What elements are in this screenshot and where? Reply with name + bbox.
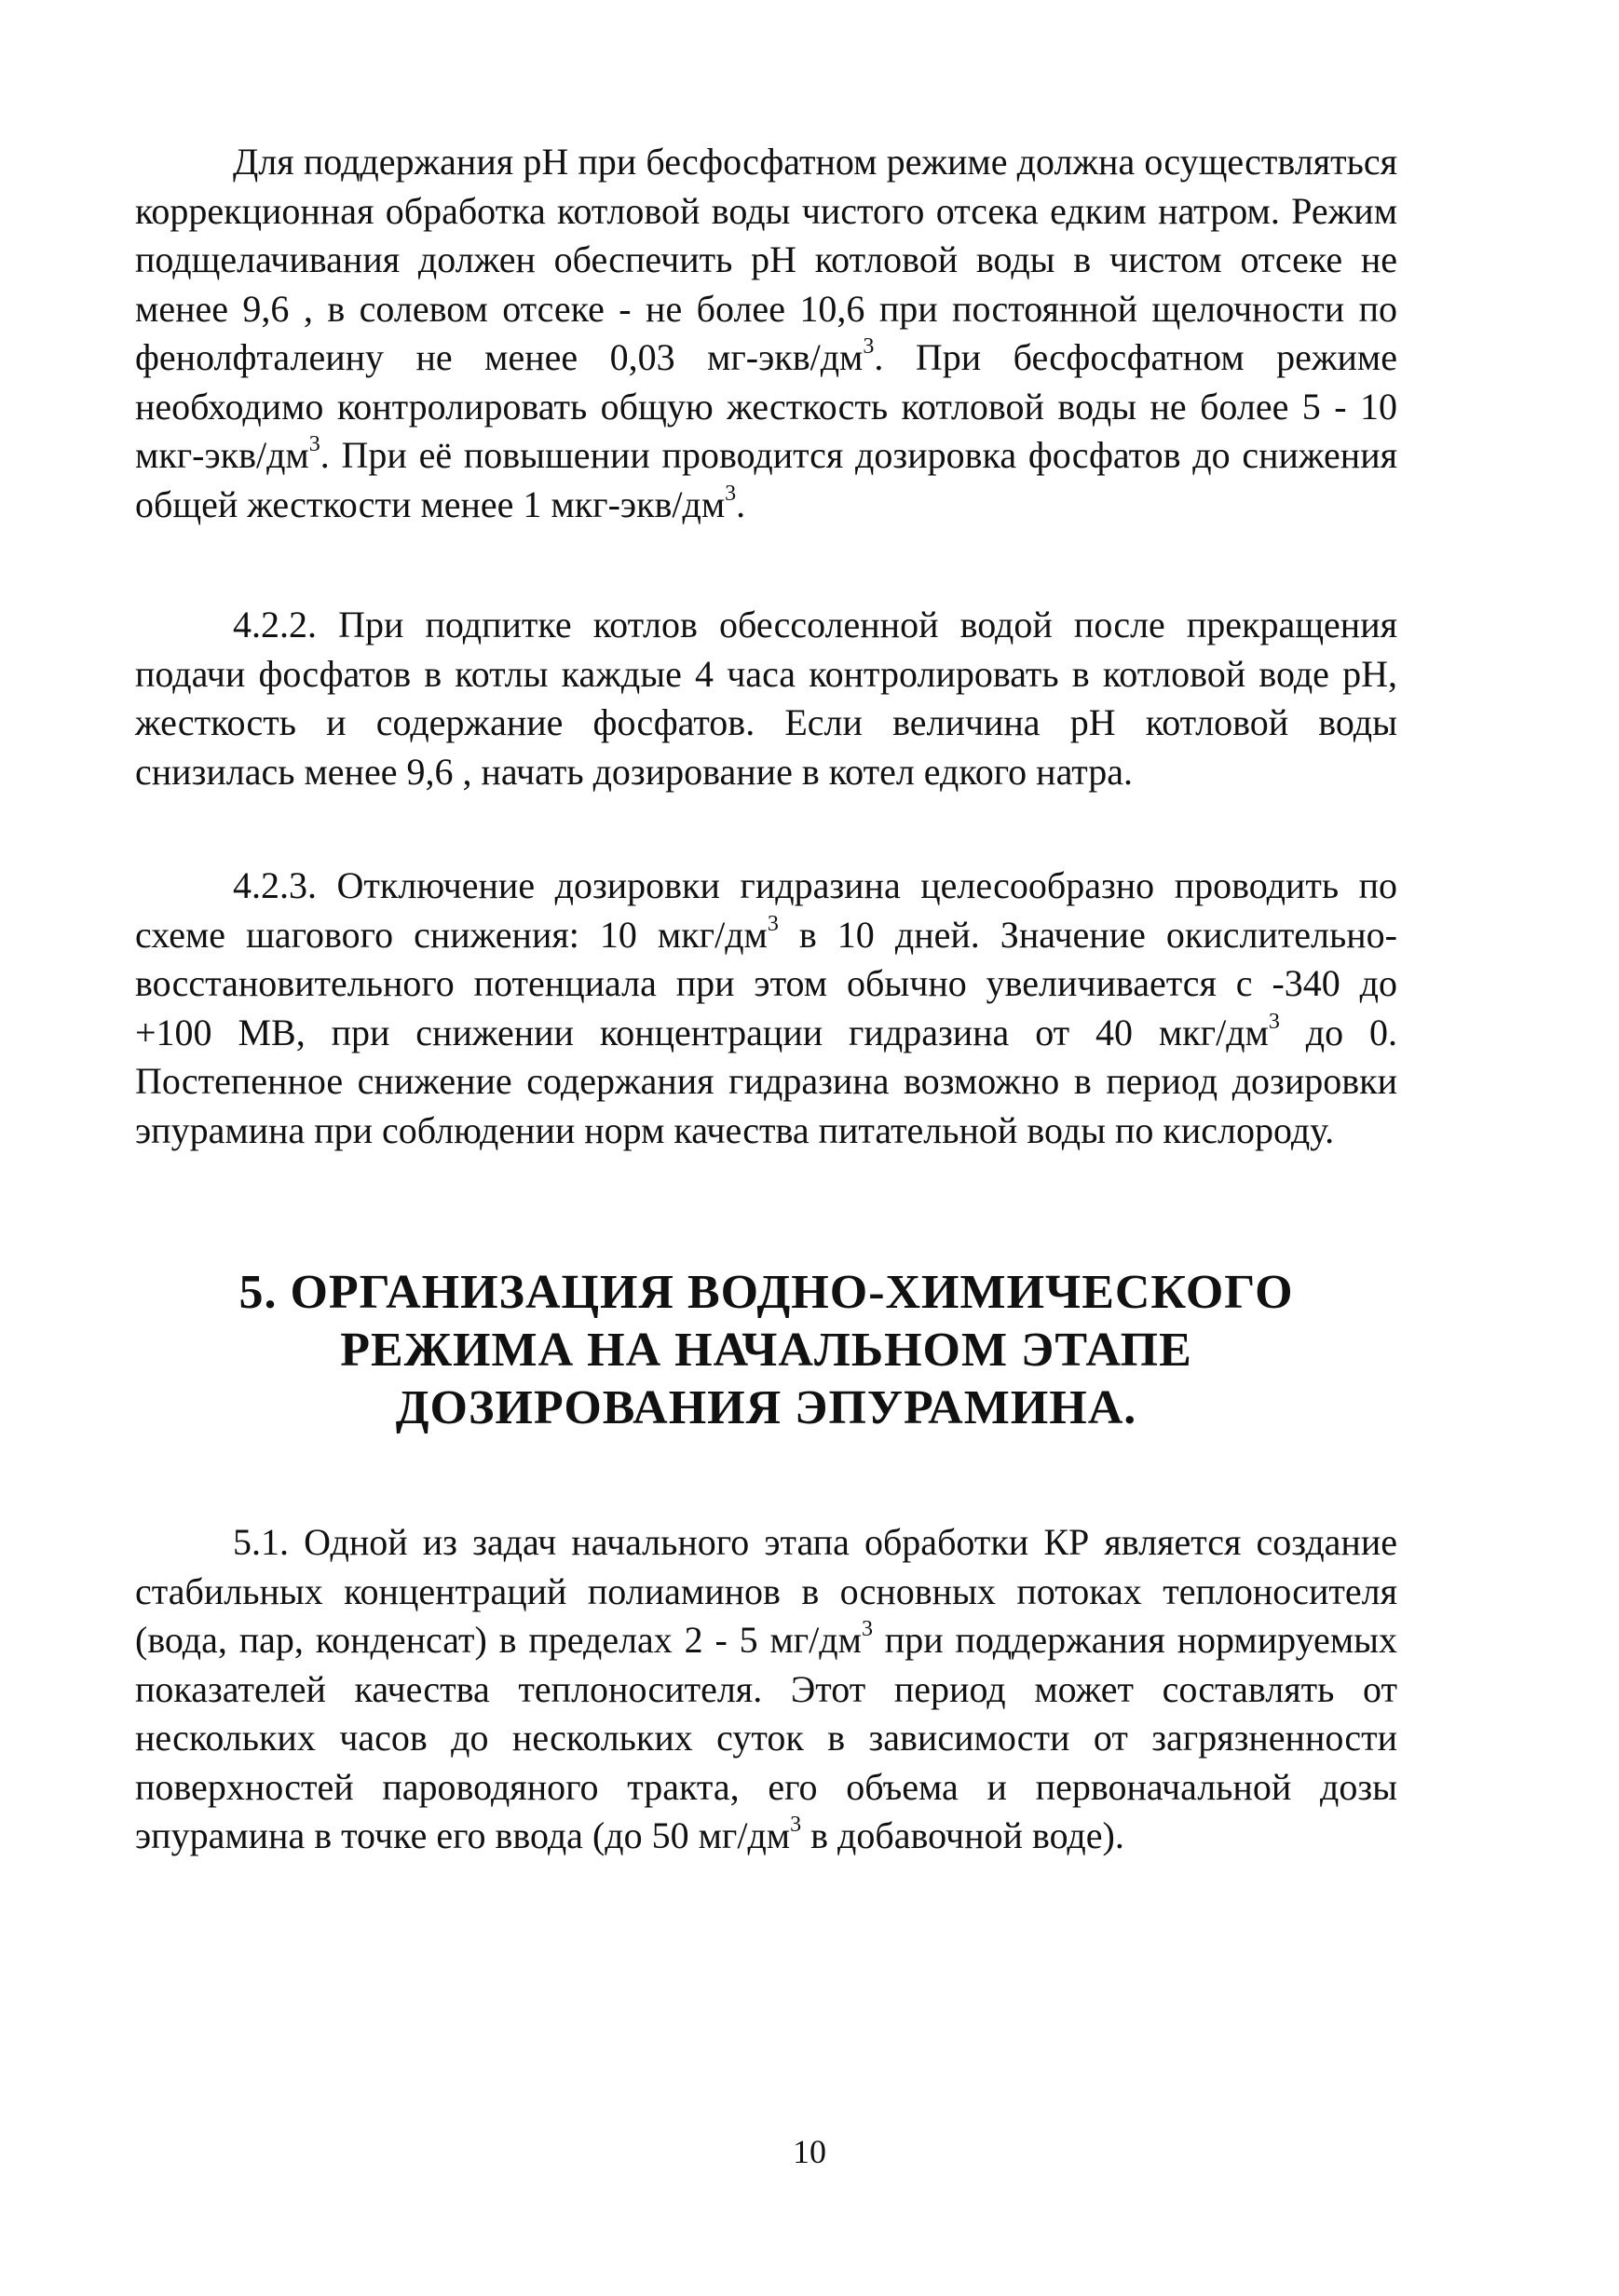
paragraph-5-1 [135, 1518, 1397, 1861]
paragraph-text: . При её повышении проводится дозировка фосфатов до снижения общей жесткости менее 1 мкг-экв/дм [135, 434, 1397, 525]
paragraph-4-2-3 [135, 862, 1397, 1155]
superscript: 3 [863, 334, 875, 359]
superscript: 3 [790, 1813, 802, 1837]
paragraph-text: . [736, 482, 746, 525]
heading-line: РЕЖИМА НА НАЧАЛЬНОМ ЭТАПЕ [340, 1324, 1192, 1377]
paragraph-text: Для поддержания pH при бесфосфатном режиме должна осуществляться коррекционная обработка котловой воды чистого отсека едким натром. Режим подщелачивания должен обеспечить pH котловой воды в чистом отсеке не менее 9,6 , в солевом отсеке - не более 10,6 при постоянной щелочности по фенолфталеину не менее 0,03 мг-экв/дм [135, 141, 1397, 378]
heading-line: 5. ОРГАНИЗАЦИЯ ВОДНО-ХИМИЧЕСКОГО [238, 1266, 1294, 1319]
section-heading [135, 1264, 1397, 1437]
paragraph-text: в добавочной воде). [801, 1814, 1124, 1856]
paragraph-text: 5.1. Одной из задач начального этапа обработки КР является создание стабильных концентраций полиаминов в основных потоках теплоносителя (вода, пар, конденсат) в пределах 2 - 5 мг/дм [135, 1521, 1397, 1661]
paragraph-text: при поддержания нормируемых показателей качества теплоносителя. Этот период может составлять от нескольких часов до нескольких суток в зависимости от загрязненности поверхностей пароводяного тракта, его объема и первоначальной дозы эпурамина в точке его ввода (до 50 мг/дм [135, 1619, 1398, 1856]
page-number: 10 [793, 2133, 826, 2170]
superscript: 3 [861, 1617, 873, 1641]
paragraph-ph-control [135, 138, 1397, 529]
paragraph-text: 4.2.3. Отключение дозировки гидразина целесообразно проводить по схеме шагового снижения: 10 мкг/дм [135, 864, 1397, 956]
superscript: 3 [1268, 1009, 1280, 1034]
paragraph-text: до 0. Постепенное снижение содержания гидразина возможно в период дозировки эпурамина при соблюдении норм качества питательной воды по кислороду. [135, 1011, 1398, 1151]
superscript: 3 [308, 432, 320, 456]
paragraph-text: 4.2.2. При подпитке котлов обессоленной водой после прекращения подачи фосфатов в котлы каждые 4 часа контролировать в котловой воде pH, жесткость и содержание фосфатов. Если величина pH котловой воды снизилась менее 9,6 , начать дозирование в котел едкого натра. [135, 604, 1397, 793]
paragraph-text: . При бесфосфатном режиме необходимо контролировать общую жесткость котловой воды не более 5 - 10 мкг-экв/дм [135, 336, 1397, 476]
heading-line: ДОЗИРОВАНИЯ ЭПУРАМИНА. [395, 1381, 1137, 1434]
paragraph-4-2-2 [135, 601, 1397, 796]
superscript: 3 [725, 481, 737, 506]
superscript: 3 [767, 911, 779, 936]
paragraph-text: в 10 дней. Значение окислительно-восстановительного потенциала при этом обычно увеличивается с -340 до +100 МВ, при снижении концентрации гидразина от 40 мкг/дм [135, 913, 1397, 1053]
